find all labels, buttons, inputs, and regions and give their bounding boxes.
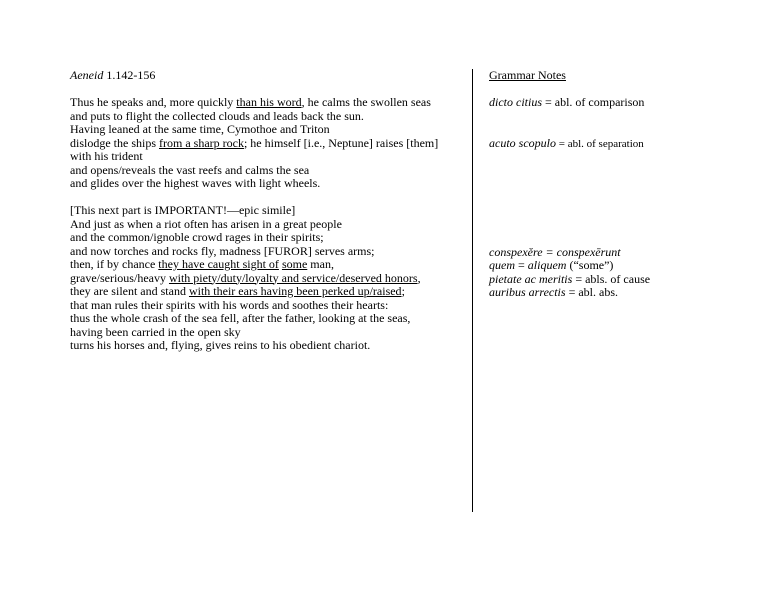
spacer bbox=[489, 151, 739, 165]
spacer bbox=[489, 165, 739, 179]
underlined-phrase: from a sharp rock bbox=[159, 135, 244, 150]
translation-column bbox=[70, 69, 462, 353]
grammar-note: pietate ac meritis = abls. of cause bbox=[489, 271, 651, 286]
underlined-phrase: than his word bbox=[236, 95, 302, 109]
underlined-phrase: with piety/duty/loyalty and service/deserved honors bbox=[168, 270, 418, 285]
grammar-note: auribus arrectis = abl. abs. bbox=[489, 285, 618, 299]
spacer bbox=[489, 219, 739, 233]
underlined-phrase: with their ears having been perked up/raised bbox=[188, 284, 402, 298]
translation-line: they are silent and stand with their ears having been perked up/raised; bbox=[70, 284, 405, 298]
translation-line: and opens/reveals the vast reefs and calms the sea bbox=[70, 162, 310, 177]
translation-line: then, if by chance they have caught sight of some man, bbox=[70, 257, 334, 271]
translation-line: And just as when a riot often has arisen in a great people bbox=[70, 216, 342, 231]
spacer bbox=[489, 232, 739, 246]
column-divider bbox=[472, 69, 473, 512]
translation-line: dislodge the ships from a sharp rock; he himself [i.e., Neptune] raises [them] with his trident bbox=[70, 135, 439, 163]
spacer bbox=[489, 205, 739, 219]
translation-line: and now torches and rocks fly, madness [FUROR] serves arms; bbox=[70, 243, 375, 258]
spacer bbox=[489, 192, 739, 206]
grammar-note: quem = aliquem (“some”) bbox=[489, 258, 614, 272]
translation-line: Having leaned at the same time, Cymothoe and Triton bbox=[70, 122, 330, 136]
translation-line: thus the whole crash of the sea fell, after the father, looking at the seas, bbox=[70, 311, 411, 325]
grammar-note: conspexĕre = conspexērunt bbox=[489, 244, 621, 259]
grammar-notes-heading: Grammar Notes bbox=[489, 68, 566, 82]
work-title: Aeneid bbox=[70, 68, 104, 82]
spacer bbox=[489, 83, 739, 97]
translation-line: grave/serious/heavy with piety/duty/loyalty and service/deserved honors, bbox=[70, 270, 421, 285]
underlined-phrase: some bbox=[281, 257, 308, 271]
spacer bbox=[489, 178, 739, 192]
translation-line: and puts to flight the collected clouds and leads back the sun. bbox=[70, 108, 364, 123]
spacer bbox=[489, 123, 739, 137]
translation-line: turns his horses and, flying, gives reins to his obedient chariot. bbox=[70, 338, 371, 352]
passage-reference: 1.142-156 bbox=[103, 68, 156, 82]
grammar-note: acuto scopulo = abl. of separation bbox=[489, 135, 644, 150]
passage-title bbox=[70, 69, 462, 83]
translation-line: and glides over the highest waves with light wheels. bbox=[70, 176, 321, 190]
translation-paragraph-1 bbox=[70, 96, 462, 191]
spacer bbox=[489, 110, 739, 124]
spacer bbox=[70, 191, 462, 205]
translation-line: Thus he speaks and, more quickly than his word, he calms the swollen seas bbox=[70, 95, 431, 109]
translation-line: [This next part is IMPORTANT!—epic simile] bbox=[70, 203, 296, 217]
translation-line: and the common/ignoble crowd rages in their spirits; bbox=[70, 230, 324, 244]
grammar-note: dicto citius = abl. of comparison bbox=[489, 95, 645, 109]
translation-line: that man rules their spirits with his words and soothes their hearts: bbox=[70, 297, 389, 312]
underlined-phrase: they have caught sight of bbox=[158, 257, 279, 271]
translation-line: having been carried in the open sky bbox=[70, 324, 241, 339]
translation-paragraph-2 bbox=[70, 204, 462, 353]
spacer bbox=[70, 83, 462, 97]
grammar-notes-column bbox=[489, 69, 739, 300]
